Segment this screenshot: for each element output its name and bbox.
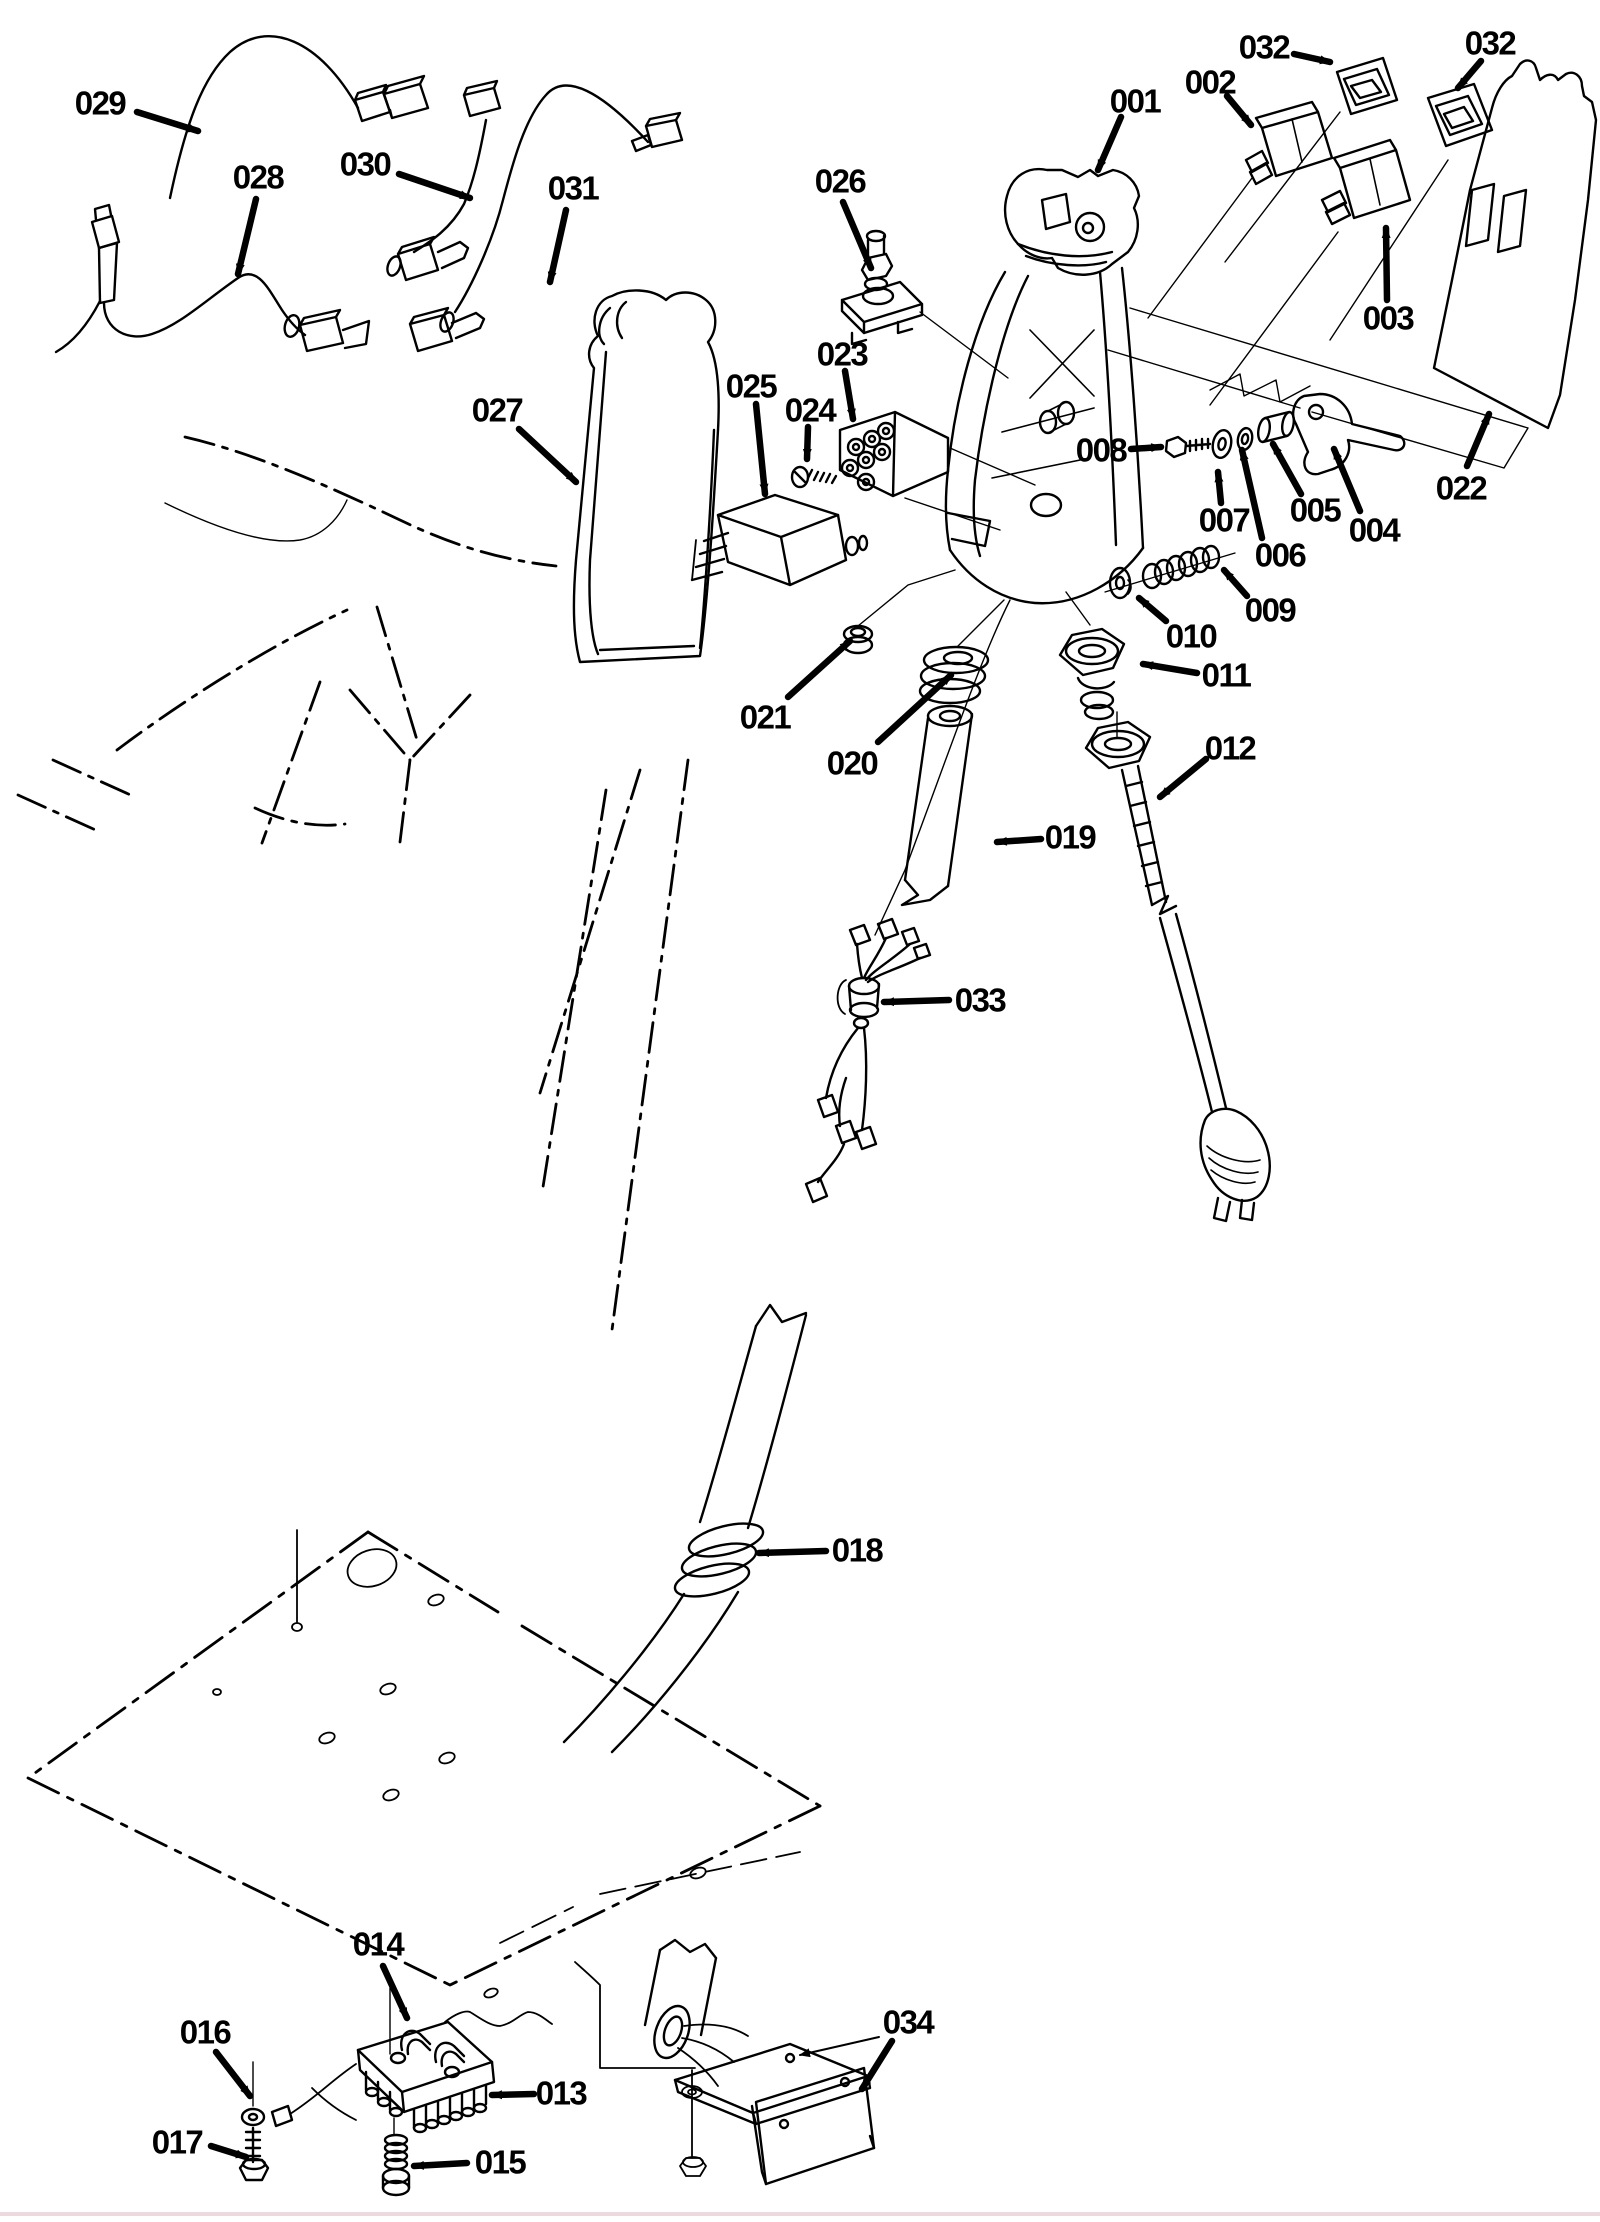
bezel-032-right-drawing xyxy=(1428,84,1492,146)
relay-025-drawing xyxy=(692,495,867,585)
callout-014: 014 xyxy=(352,1925,404,1963)
callout-011: 011 xyxy=(1201,656,1251,694)
callout-019: 019 xyxy=(1044,818,1096,856)
spacer-005-drawing xyxy=(1256,411,1295,443)
lever-004-drawing xyxy=(1293,394,1404,474)
bolt-008-drawing xyxy=(1166,437,1210,457)
machine-outline-drawing xyxy=(18,437,688,1330)
harness-031-drawing xyxy=(410,86,682,351)
terminal-026-drawing xyxy=(842,231,922,344)
cable-018-drawing xyxy=(564,1305,806,1752)
callout-015: 015 xyxy=(474,2143,526,2181)
ground-wire-016-drawing xyxy=(242,2062,356,2126)
callout-006: 006 xyxy=(1254,536,1306,574)
platform-outline-drawing xyxy=(28,1532,820,1985)
callout-013: 013 xyxy=(535,2074,587,2112)
nut-011-drawing xyxy=(1060,629,1124,719)
screw-024-drawing xyxy=(792,467,836,487)
harness-028-drawing xyxy=(56,205,369,352)
callout-020: 020 xyxy=(826,744,878,782)
seat-027-drawing xyxy=(574,290,719,662)
screw-015-drawing xyxy=(383,2118,409,2195)
callout-029: 029 xyxy=(74,84,126,122)
callout-021: 021 xyxy=(739,698,791,736)
tube-019-drawing xyxy=(902,706,972,905)
harness-030-drawing xyxy=(385,81,500,280)
callout-018: 018 xyxy=(831,1531,883,1569)
callout-027: 027 xyxy=(471,391,523,429)
callout-023: 023 xyxy=(816,335,868,373)
terminal-block-013-drawing xyxy=(358,1988,494,2132)
callout-007: 007 xyxy=(1198,501,1250,539)
bezel-032-left-drawing xyxy=(1337,58,1397,114)
callout-031: 031 xyxy=(547,169,599,207)
callout-010: 010 xyxy=(1165,617,1217,655)
platform-holes-drawing xyxy=(213,1530,707,1999)
callout-033: 033 xyxy=(954,981,1006,1019)
switch-002-drawing xyxy=(1246,102,1332,184)
cable-end-drawing xyxy=(645,1940,748,2086)
callout-008: 008 xyxy=(1075,431,1127,469)
callout-028: 028 xyxy=(232,158,284,196)
callout-009: 009 xyxy=(1244,591,1296,629)
nut-012-drawing xyxy=(1086,722,1270,1221)
callout-005: 005 xyxy=(1289,491,1341,529)
callout-026: 026 xyxy=(814,162,866,200)
armrest-line-drawing xyxy=(165,500,347,541)
page-bottom-rule xyxy=(0,2212,1600,2216)
callout-032-right: 032 xyxy=(1464,24,1516,62)
callout-002: 002 xyxy=(1184,63,1236,101)
callout-024: 024 xyxy=(784,391,836,429)
callout-003: 003 xyxy=(1362,299,1414,337)
callout-030: 030 xyxy=(339,145,391,183)
callout-017: 017 xyxy=(151,2123,203,2161)
washer-007-drawing xyxy=(1210,428,1233,459)
switch-003-drawing xyxy=(1322,140,1410,224)
washer-006-drawing xyxy=(1236,427,1254,451)
callout-032-left: 032 xyxy=(1238,28,1290,66)
callout-016: 016 xyxy=(179,2013,231,2051)
connector-block-023-drawing xyxy=(840,412,948,496)
panel-022-drawing xyxy=(1434,61,1596,428)
jumper-clips-014-drawing xyxy=(401,2031,464,2066)
callout-001: 001 xyxy=(1109,82,1161,120)
harness-033-drawing xyxy=(806,919,930,1202)
callout-004: 004 xyxy=(1348,511,1400,549)
bracket-drawing xyxy=(312,1852,800,2176)
callout-012: 012 xyxy=(1204,729,1256,767)
callout-022: 022 xyxy=(1435,469,1487,507)
callout-arrows xyxy=(137,54,1489,2166)
callout-034: 034 xyxy=(882,2003,934,2041)
callout-025: 025 xyxy=(725,367,777,405)
